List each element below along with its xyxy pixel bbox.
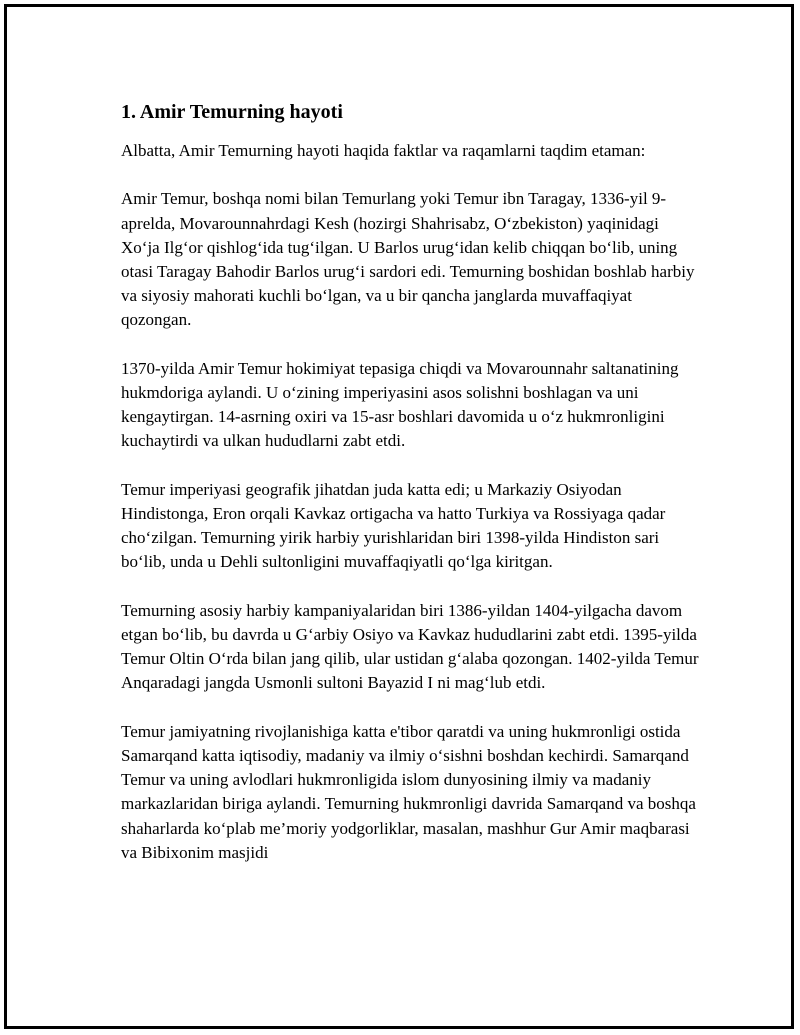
paragraph-samarkand: Temur jamiyatning rivojlanishiga katta e'tibor qaratdi va uning hukmronligi ostida Samarqand katta iqtisodiy, madaniy va ilmiy o‘sishni boshdan kechirdi. Samarqand Temur va uning avlodlari hukmronligida islom dunyosining ilmiy va madaniy markazlaridan biriga aylandi. Temurning hukmronligi davrida Samarqand va boshqa shaharlarda ko‘plab me’moriy yodgorliklar, masalan, mashhur Gur Amir maqbarasi va Bibixonim masjidi <box>121 721 696 862</box>
paragraph-birth: Amir Temur, boshqa nomi bilan Temurlang yoki Temur ibn Taragay, 1336-yil 9-aprelda, Movarounnahrdagi Kesh (hozirgi Shahrisabz, O‘zbekiston) yaqinidagi Xo‘ja Ilg‘or qishlog‘ida tug‘ilgan. U Barlos urug‘idan kelib chiqqan bo‘lib, uning otasi Taragay Bahodir Barlos urug‘i sardori edi. Temurning boshidan boshlab harbiy va siyosiy mahorati kuchli bo‘lgan, va u bir qancha janglarda muvaffaqiyat qozongan. <box>121 189 695 330</box>
paragraph-empire-extent: Temur imperiyasi geografik jihatdan juda katta edi; u Markaziy Osiyodan Hindistonga, Eron orqali Kavkaz ortigacha va hatto Turkiya va Rossiyaga qadar cho‘zilgan. Temurning yirik harbiy yurishlaridan biri 1398-yilda Hindiston sari bo‘lib, unda u Dehli sultonligini muvaffaqiyatli qo‘lga kiritgan. <box>121 479 666 572</box>
document-page <box>4 4 794 1029</box>
paragraph-military-campaigns: Temurning asosiy harbiy kampaniyalaridan biri 1386-yildan 1404-yilgacha davom etgan bo‘lib, bu davrda u G‘arbiy Osiyo va Kavkaz hududlarini zabt etdi. 1395-yilda Temur Oltin O‘rda bilan jang qilib, ular ustidan g‘alaba qozongan. 1402-yilda Temur Anqaradagi jangda Usmonli sultoni Bayazid I ni mag‘lub etdi. <box>121 600 699 693</box>
paragraph-rise-to-power: 1370-yilda Amir Temur hokimiyat tepasiga chiqdi va Movarounnahr saltanatining hukmdoriga aylandi. U o‘zining imperiyasini asos solishni boshlagan va uni kengaytirgan. 14-asrning oxiri va 15-asr boshlari davomida u o‘z hukmronligini kuchaytirdi va ulkan hududlarni zabt etdi. <box>121 358 679 451</box>
section-heading: 1. Amir Temurning hayoti <box>121 101 343 123</box>
document-content <box>121 99 701 865</box>
paragraph-intro: Albatta, Amir Temurning hayoti haqida faktlar va raqamlarni taqdim etaman: <box>121 141 646 160</box>
